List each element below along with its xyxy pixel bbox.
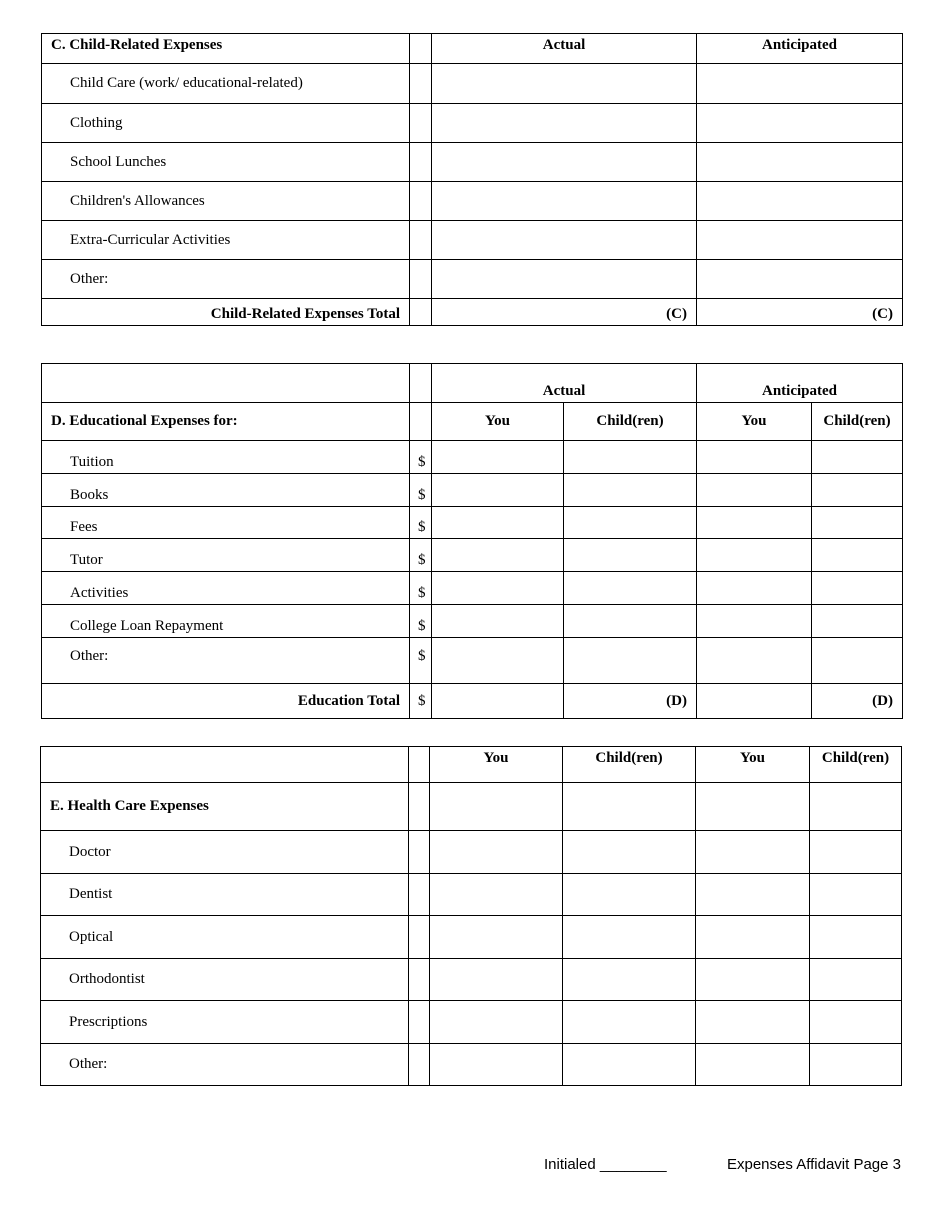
anticipated-children-field[interactable]	[812, 474, 903, 507]
spacer-cell	[410, 299, 432, 326]
actual-you-field[interactable]	[430, 831, 563, 874]
actual-you-header: You	[430, 747, 563, 783]
initialed-line: Initialed ________	[544, 1156, 667, 1173]
section-e-blank-cell	[41, 747, 409, 783]
expense-label: Activities	[42, 572, 410, 605]
spacer-cell	[410, 403, 432, 441]
actual-you-field[interactable]	[430, 1001, 563, 1044]
expense-label: Orthodontist	[41, 959, 409, 1001]
actual-children-field[interactable]	[563, 1044, 696, 1086]
dollar-sign: $	[410, 638, 432, 684]
expense-label: Optical	[41, 916, 409, 959]
expense-label: Tuition	[42, 441, 410, 474]
expense-label: Prescriptions	[41, 1001, 409, 1044]
actual-amount-field[interactable]	[432, 64, 697, 104]
actual-children-field[interactable]	[564, 507, 697, 539]
actual-children-field[interactable]	[563, 1001, 696, 1044]
actual-children-field[interactable]	[563, 874, 696, 916]
actual-amount-field[interactable]	[432, 182, 697, 221]
section-d-blank-cell	[42, 364, 410, 403]
anticipated-children-field[interactable]	[810, 916, 902, 959]
actual-children-field[interactable]	[564, 474, 697, 507]
actual-you-field[interactable]	[432, 638, 564, 684]
anticipated-you-field[interactable]	[697, 638, 812, 684]
education-total-actual-children-field[interactable]: (D)	[564, 684, 697, 719]
anticipated-amount-field[interactable]	[697, 221, 903, 260]
spacer-cell	[410, 182, 432, 221]
spacer-cell	[409, 831, 430, 874]
anticipated-amount-field[interactable]	[697, 104, 903, 143]
anticipated-children-field[interactable]	[812, 572, 903, 605]
actual-you-field[interactable]	[430, 959, 563, 1001]
anticipated-amount-field[interactable]	[697, 64, 903, 104]
expense-label: Other:	[41, 1044, 409, 1086]
actual-children-header: Child(ren)	[563, 747, 696, 783]
section-c-actual-header: Actual	[432, 34, 697, 64]
anticipated-you-field[interactable]	[697, 572, 812, 605]
child-related-total-anticipated-field[interactable]: (C)	[697, 299, 903, 326]
page-label: Expenses Affidavit Page 3	[726, 1156, 901, 1173]
anticipated-children-field[interactable]	[810, 959, 902, 1001]
spacer-cell	[409, 874, 430, 916]
actual-you-field[interactable]	[430, 783, 563, 831]
dollar-sign: $	[410, 539, 432, 572]
anticipated-amount-field[interactable]	[697, 260, 903, 299]
anticipated-you-field[interactable]	[697, 605, 812, 638]
child-related-total-label: Child-Related Expenses Total	[42, 299, 410, 326]
anticipated-you-field[interactable]	[696, 1001, 810, 1044]
actual-you-field[interactable]	[432, 441, 564, 474]
actual-children-field[interactable]	[564, 605, 697, 638]
section-d-title: D. Educational Expenses for:	[42, 403, 410, 441]
anticipated-children-field[interactable]	[812, 441, 903, 474]
actual-children-field[interactable]	[563, 959, 696, 1001]
actual-children-field[interactable]	[563, 831, 696, 874]
anticipated-you-field[interactable]	[696, 783, 810, 831]
actual-you-field[interactable]	[432, 605, 564, 638]
anticipated-amount-field[interactable]	[697, 182, 903, 221]
spacer-cell	[410, 364, 432, 403]
anticipated-children-field[interactable]	[812, 605, 903, 638]
actual-amount-field[interactable]	[432, 143, 697, 182]
actual-you-field[interactable]	[430, 916, 563, 959]
anticipated-you-field[interactable]	[696, 874, 810, 916]
section-d-actual-header: Actual	[432, 364, 697, 403]
anticipated-you-field[interactable]	[697, 441, 812, 474]
expense-label: Books	[42, 474, 410, 507]
dollar-sign: $	[410, 605, 432, 638]
expense-label: School Lunches	[42, 143, 410, 182]
anticipated-children-header: Child(ren)	[810, 747, 902, 783]
expense-label: Children's Allowances	[42, 182, 410, 221]
anticipated-children-field[interactable]	[810, 1001, 902, 1044]
anticipated-children-field[interactable]	[810, 874, 902, 916]
spacer-cell	[410, 64, 432, 104]
actual-children-field[interactable]	[564, 539, 697, 572]
actual-you-field[interactable]	[432, 572, 564, 605]
anticipated-you-field[interactable]	[697, 474, 812, 507]
expense-label: Clothing	[42, 104, 410, 143]
spacer-cell	[409, 959, 430, 1001]
expense-label: Dentist	[41, 874, 409, 916]
anticipated-you-header: You	[696, 747, 810, 783]
anticipated-you-header: You	[697, 403, 812, 441]
dollar-sign: $	[410, 572, 432, 605]
spacer-cell	[410, 104, 432, 143]
education-total-anticipated-children-field[interactable]: (D)	[812, 684, 903, 719]
actual-children-field[interactable]	[564, 638, 697, 684]
anticipated-children-field[interactable]	[810, 1044, 902, 1086]
spacer-cell	[409, 1044, 430, 1086]
expense-label: Tutor	[42, 539, 410, 572]
actual-children-field[interactable]	[563, 783, 696, 831]
section-d-anticipated-header: Anticipated	[697, 364, 903, 403]
health-care-expenses-table	[40, 746, 902, 1086]
section-c-title: C. Child-Related Expenses	[42, 34, 410, 64]
section-c-spacer-cell	[410, 34, 432, 64]
anticipated-you-field[interactable]	[697, 539, 812, 572]
expense-label: College Loan Repayment	[42, 605, 410, 638]
spacer-cell	[409, 916, 430, 959]
section-c-anticipated-header: Anticipated	[697, 34, 903, 64]
anticipated-you-field[interactable]	[696, 831, 810, 874]
dollar-sign: $	[410, 441, 432, 474]
actual-amount-field[interactable]	[432, 260, 697, 299]
expense-label: Doctor	[41, 831, 409, 874]
anticipated-amount-field[interactable]	[697, 143, 903, 182]
actual-you-field[interactable]	[432, 474, 564, 507]
actual-you-field[interactable]	[430, 874, 563, 916]
actual-children-field[interactable]	[564, 441, 697, 474]
actual-you-field[interactable]	[432, 507, 564, 539]
education-total-anticipated-you-field[interactable]	[697, 684, 812, 719]
expense-label: Other:	[42, 638, 410, 684]
expense-label: Other:	[42, 260, 410, 299]
actual-you-header: You	[432, 403, 564, 441]
actual-amount-field[interactable]	[432, 104, 697, 143]
expense-label: Extra-Curricular Activities	[42, 221, 410, 260]
dollar-sign: $	[410, 474, 432, 507]
spacer-cell	[410, 221, 432, 260]
anticipated-children-header: Child(ren)	[812, 403, 903, 441]
actual-amount-field[interactable]	[432, 221, 697, 260]
education-total-actual-you-field[interactable]	[432, 684, 564, 719]
actual-children-header: Child(ren)	[564, 403, 697, 441]
actual-you-field[interactable]	[432, 539, 564, 572]
expense-label: Fees	[42, 507, 410, 539]
actual-you-field[interactable]	[430, 1044, 563, 1086]
child-related-total-actual-field[interactable]: (C)	[432, 299, 697, 326]
spacer-cell	[410, 260, 432, 299]
anticipated-children-field[interactable]	[812, 539, 903, 572]
educational-expenses-table	[41, 363, 903, 719]
anticipated-you-field[interactable]	[696, 1044, 810, 1086]
spacer-cell	[409, 747, 430, 783]
spacer-cell	[409, 783, 430, 831]
anticipated-you-field[interactable]	[697, 507, 812, 539]
anticipated-you-field[interactable]	[696, 959, 810, 1001]
anticipated-you-field[interactable]	[696, 916, 810, 959]
child-related-expenses-table	[41, 33, 903, 326]
anticipated-children-field[interactable]	[810, 783, 902, 831]
education-total-label: Education Total	[42, 684, 410, 719]
actual-children-field[interactable]	[564, 572, 697, 605]
anticipated-children-field[interactable]	[810, 831, 902, 874]
dollar-sign: $	[410, 684, 432, 719]
section-e-title: E. Health Care Expenses	[41, 783, 409, 831]
spacer-cell	[409, 1001, 430, 1044]
anticipated-children-field[interactable]	[812, 507, 903, 539]
expense-label: Child Care (work/ educational-related)	[42, 64, 410, 104]
anticipated-children-field[interactable]	[812, 638, 903, 684]
dollar-sign: $	[410, 507, 432, 539]
actual-children-field[interactable]	[563, 916, 696, 959]
spacer-cell	[410, 143, 432, 182]
